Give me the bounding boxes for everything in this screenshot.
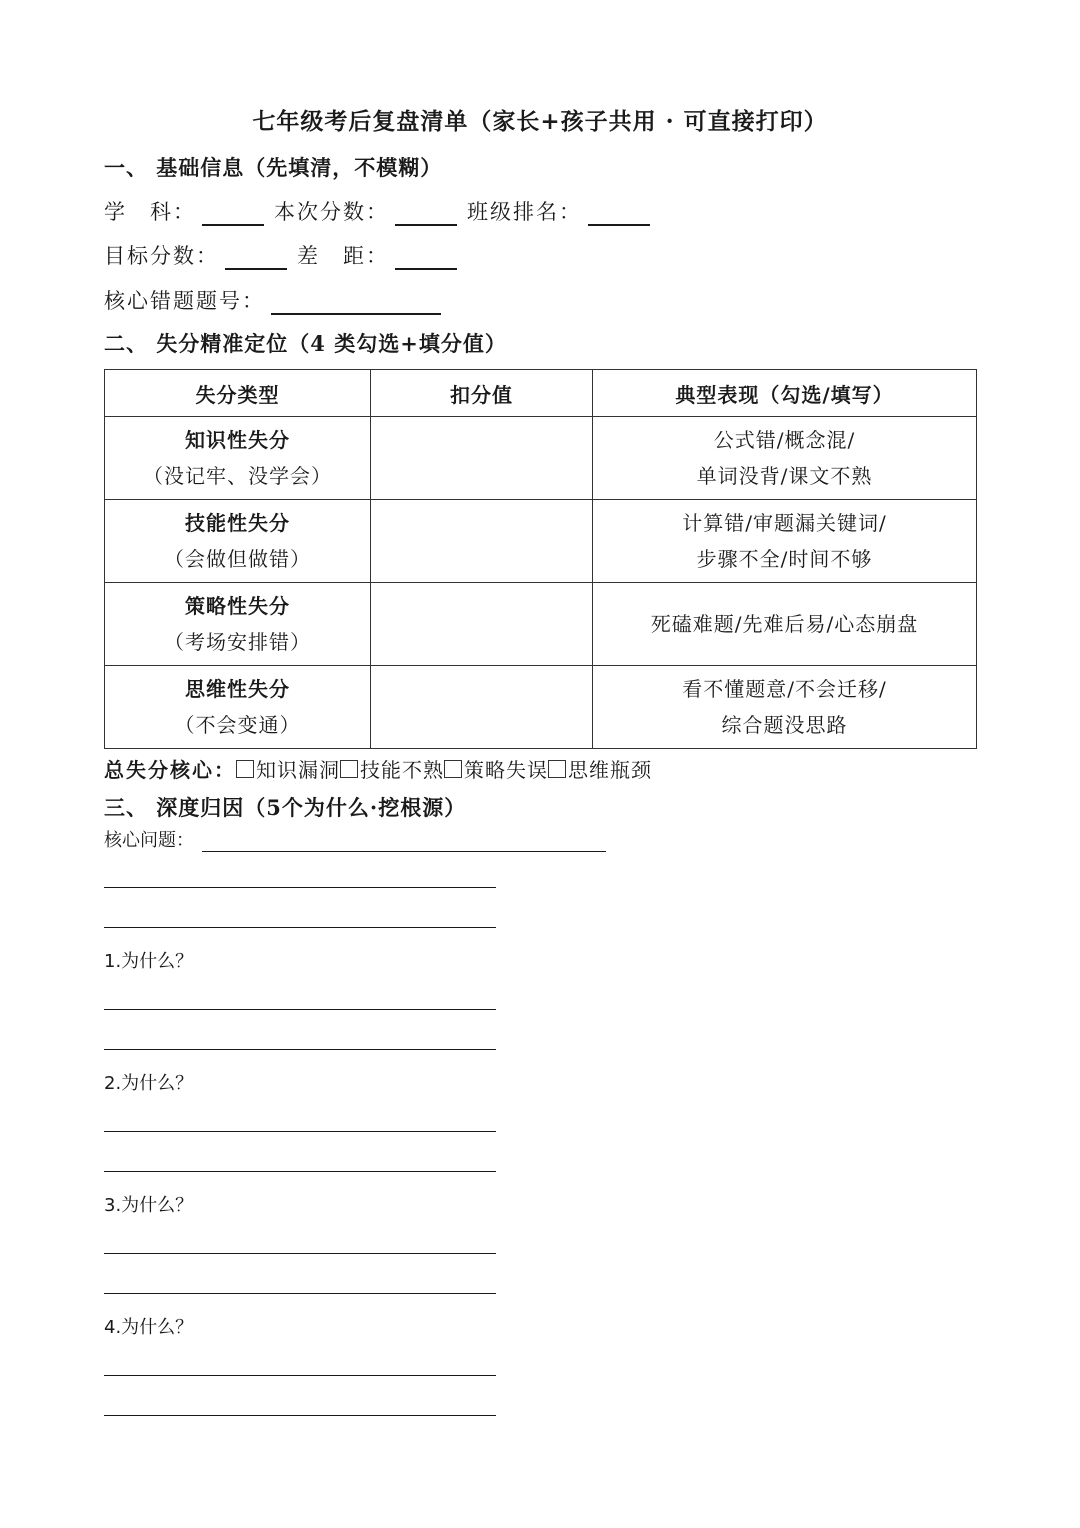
loss-type-name: 知识性失分	[185, 428, 290, 452]
target-score-label: 目标分数：	[104, 244, 219, 268]
why-label-3: 3.为什么？	[104, 1195, 194, 1216]
deduction-cell[interactable]	[371, 583, 593, 666]
answer-line[interactable]	[104, 1375, 496, 1376]
summary-label: 总失分核心：	[104, 758, 236, 782]
header-loss-type: 失分类型	[105, 370, 371, 417]
performance-cell[interactable]	[593, 500, 977, 583]
table-row	[105, 417, 977, 500]
basic-info-row-3	[104, 285, 451, 315]
deduction-cell[interactable]	[371, 417, 593, 500]
why-label-1: 1.为什么？	[104, 951, 194, 972]
table-row	[105, 500, 977, 583]
table-row	[105, 666, 977, 749]
loss-type-cell	[105, 417, 371, 500]
loss-type-cell	[105, 500, 371, 583]
performance-line: 步骤不全/时间不够	[696, 547, 873, 571]
section-heading-basic-info: 一、 基础信息（先填清，不模糊）	[104, 155, 443, 180]
table-row	[105, 583, 977, 666]
deduction-cell[interactable]	[371, 500, 593, 583]
rank-blank[interactable]	[588, 202, 650, 226]
target-score-blank[interactable]	[225, 246, 287, 270]
performance-cell[interactable]	[593, 583, 977, 666]
checkbox-icon[interactable]	[340, 760, 358, 778]
header-typical-performance: 典型表现（勾选/填写）	[593, 370, 977, 417]
core-problem-row	[104, 826, 606, 852]
page-title: 七年级考后复盘清单（家长+孩子共用 · 可直接打印）	[252, 108, 828, 135]
summary-option-skill[interactable]	[340, 754, 444, 783]
rank-label: 班级排名：	[467, 200, 582, 224]
key-errors-blank[interactable]	[271, 291, 441, 315]
checkbox-icon[interactable]	[444, 760, 462, 778]
section-heading-loss-location: 二、 失分精准定位（4 类勾选+填分值）	[104, 331, 507, 356]
checkbox-icon[interactable]	[548, 760, 566, 778]
why-label-4: 4.为什么？	[104, 1317, 194, 1338]
loss-type-cell	[105, 583, 371, 666]
checkbox-icon[interactable]	[236, 760, 254, 778]
loss-type-name: 策略性失分	[185, 594, 290, 618]
answer-line[interactable]	[104, 887, 496, 888]
performance-cell[interactable]	[593, 666, 977, 749]
answer-line[interactable]	[104, 1049, 496, 1050]
answer-line[interactable]	[104, 1253, 496, 1254]
subject-blank[interactable]	[202, 202, 264, 226]
summary-option-label: 策略失误	[464, 758, 548, 782]
key-errors-label: 核心错题题号：	[104, 289, 265, 313]
summary-option-thinking[interactable]	[548, 754, 652, 783]
summary-option-strategy[interactable]	[444, 754, 548, 783]
table-header-row	[105, 370, 977, 417]
answer-line[interactable]	[104, 1415, 496, 1416]
deduction-cell[interactable]	[371, 666, 593, 749]
score-blank[interactable]	[395, 202, 457, 226]
performance-line: 死磕难题/先难后易/心态崩盘	[650, 612, 919, 636]
answer-line[interactable]	[104, 927, 496, 928]
header-deduction: 扣分值	[371, 370, 593, 417]
performance-line: 看不懂题意/不会迁移/	[682, 677, 887, 701]
summary-option-label: 思维瓶颈	[568, 758, 652, 782]
gap-blank[interactable]	[395, 246, 457, 270]
performance-line: 单词没背/课文不熟	[696, 464, 873, 488]
loss-type-cell	[105, 666, 371, 749]
score-label: 本次分数：	[274, 200, 389, 224]
answer-line[interactable]	[104, 1171, 496, 1172]
gap-label: 差 距：	[297, 244, 389, 268]
core-problem-blank[interactable]	[202, 831, 606, 852]
loss-type-note: （没记牢、没学会）	[143, 464, 332, 488]
summary-option-label: 知识漏洞	[256, 758, 340, 782]
summary-option-knowledge[interactable]	[236, 754, 340, 783]
loss-type-table	[104, 369, 977, 749]
basic-info-row-1	[104, 196, 660, 226]
loss-type-name: 思维性失分	[185, 677, 290, 701]
summary-option-label: 技能不熟	[360, 758, 444, 782]
loss-type-note: （考场安排错）	[164, 630, 311, 654]
loss-type-name: 技能性失分	[185, 511, 290, 535]
performance-line: 计算错/审题漏关键词/	[682, 511, 887, 535]
why-label-2: 2.为什么？	[104, 1073, 194, 1094]
answer-line[interactable]	[104, 1009, 496, 1010]
answer-line[interactable]	[104, 1293, 496, 1294]
loss-summary-row	[104, 754, 652, 783]
section-heading-root-cause: 三、 深度归因（5个为什么·挖根源）	[104, 795, 467, 820]
basic-info-row-2	[104, 240, 467, 270]
core-problem-label: 核心问题：	[104, 830, 194, 851]
performance-line: 公式错/概念混/	[713, 428, 856, 452]
subject-label: 学 科：	[104, 200, 196, 224]
loss-type-note: （不会变通）	[174, 713, 301, 737]
answer-line[interactable]	[104, 1131, 496, 1132]
performance-line: 综合题没思路	[721, 713, 848, 737]
performance-cell[interactable]	[593, 417, 977, 500]
loss-type-note: （会做但做错）	[164, 547, 311, 571]
